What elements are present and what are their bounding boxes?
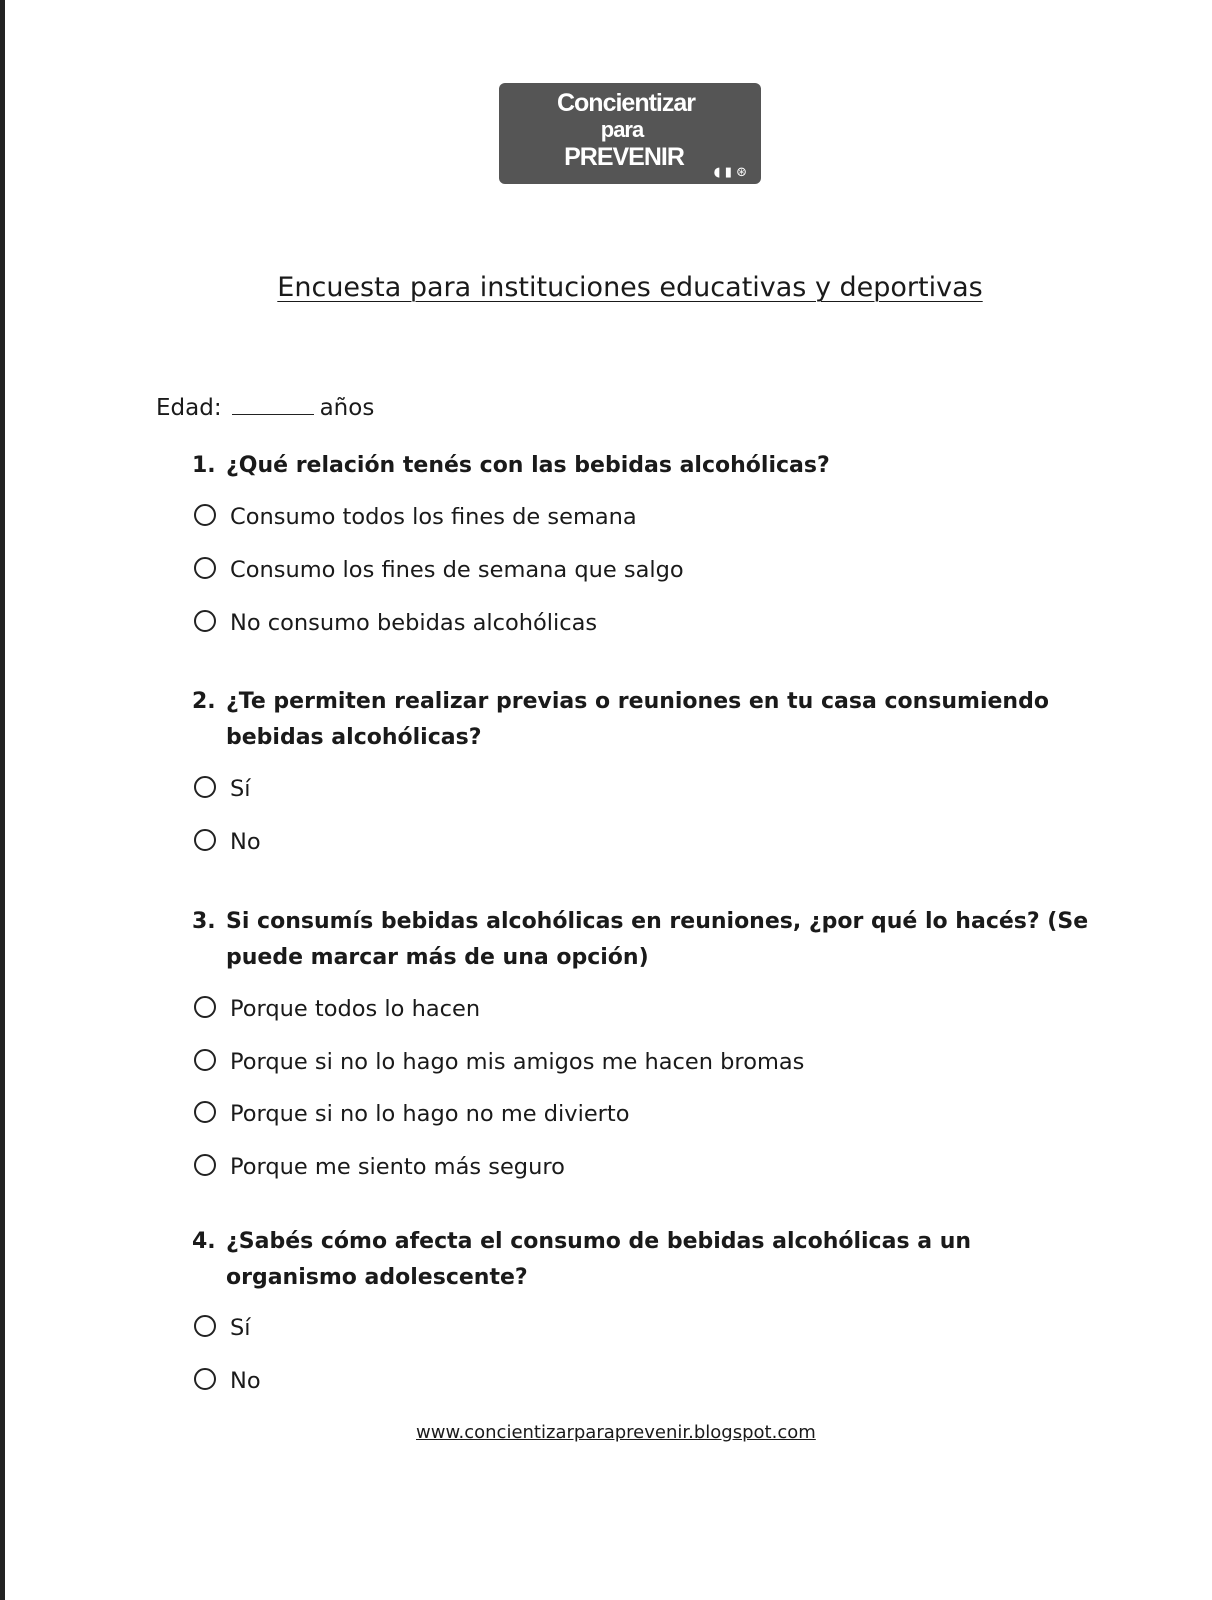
question-1 [192, 448, 1112, 484]
option[interactable] [194, 1315, 251, 1341]
radio-circle-icon[interactable] [194, 1049, 216, 1071]
logo-line-1: Concientizar [556, 89, 696, 117]
option-label: Sí [230, 1315, 251, 1341]
question-text: Si consumís bebidas alcohólicas en reuniones, ¿por qué lo hacés? (Se puede marcar más de una opción) [226, 909, 1089, 970]
question-2 [192, 684, 1112, 756]
radio-circle-icon[interactable] [194, 504, 216, 526]
radio-circle-icon[interactable] [194, 776, 216, 798]
steering-wheel-icon: ⊛ [736, 165, 747, 180]
scan-edge [0, 0, 5, 1600]
option[interactable] [194, 996, 480, 1022]
option-label: No [230, 829, 261, 855]
option-label: Porque todos lo hacen [230, 996, 481, 1022]
option[interactable] [194, 504, 637, 530]
radio-circle-icon[interactable] [194, 610, 216, 632]
option[interactable] [194, 557, 684, 583]
option[interactable] [194, 610, 597, 636]
option-label: Consumo todos los fines de semana [230, 504, 637, 530]
footer-link[interactable]: www.concientizarparaprevenir.blogspot.com [416, 1422, 816, 1443]
age-label: Edad: [156, 395, 222, 421]
logo [499, 83, 761, 184]
option[interactable] [194, 1154, 565, 1180]
option-label: No [230, 1368, 261, 1394]
question-number: 4. [192, 1229, 216, 1254]
question-number: 1. [192, 453, 216, 478]
question-3 [192, 904, 1112, 976]
radio-circle-icon[interactable] [194, 1368, 216, 1390]
radio-circle-icon[interactable] [194, 1101, 216, 1123]
radio-circle-icon[interactable] [194, 829, 216, 851]
question-number: 3. [192, 909, 216, 934]
question-number: 2. [192, 689, 216, 714]
question-text: ¿Te permiten realizar previas o reuniones en tu casa consumiendo bebidas alcohólicas? [226, 689, 1049, 750]
radio-circle-icon[interactable] [194, 557, 216, 579]
option-label: Porque si no lo hago mis amigos me hacen bromas [230, 1049, 805, 1075]
age-blank[interactable] [232, 394, 314, 415]
question-4 [192, 1224, 1112, 1296]
question-text: ¿Qué relación tenés con las bebidas alcohólicas? [226, 453, 830, 478]
option[interactable] [194, 776, 251, 802]
option-label: Porque me siento más seguro [230, 1154, 565, 1180]
option[interactable] [194, 1101, 630, 1127]
page-title: Encuesta para instituciones educativas y deportivas [277, 272, 983, 303]
radio-circle-icon[interactable] [194, 996, 216, 1018]
option-label: Consumo los fines de semana que salgo [230, 557, 684, 583]
option-label: No consumo bebidas alcohólicas [230, 610, 598, 636]
option-label: Sí [230, 776, 251, 802]
option[interactable] [194, 829, 261, 855]
age-field [156, 394, 374, 421]
radio-circle-icon[interactable] [194, 1315, 216, 1337]
logo-line-2: para [600, 117, 644, 142]
helmet-icon: ◖ [713, 165, 721, 180]
radio-circle-icon[interactable] [194, 1154, 216, 1176]
logo-icons [714, 165, 747, 180]
question-text: ¿Sabés cómo afecta el consumo de bebidas alcohólicas a un organismo adolescente? [226, 1229, 972, 1290]
logo-line-3: PREVENIR [564, 143, 684, 171]
age-unit: años [319, 395, 375, 421]
bottle-icon: ▮ [724, 165, 732, 180]
option-label: Porque si no lo hago no me divierto [230, 1101, 630, 1127]
option[interactable] [194, 1368, 261, 1394]
option[interactable] [194, 1049, 804, 1075]
